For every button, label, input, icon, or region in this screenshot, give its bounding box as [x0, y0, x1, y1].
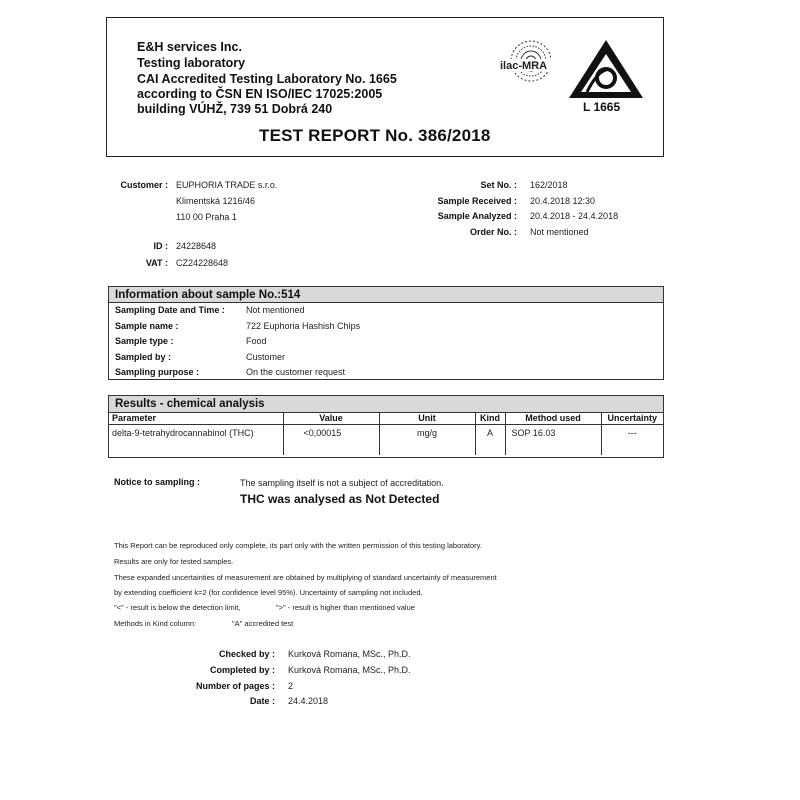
- results-section: [108, 395, 664, 458]
- lab-type: Testing laboratory: [137, 56, 246, 70]
- sample-info-row: [109, 334, 663, 350]
- col-header-method: Method used: [505, 413, 601, 425]
- cell-uncertainty: ---: [601, 425, 663, 455]
- cell-method: SOP 16.03: [505, 425, 601, 455]
- sample-info-label: Sampling purpose :: [115, 367, 200, 377]
- results-table: [109, 412, 663, 455]
- footnote-results: Results are only for tested samples.: [114, 557, 234, 566]
- order-label: Order No. :: [469, 227, 517, 237]
- footnote-greater-than: ">" - result is higher than mentioned value: [276, 603, 415, 612]
- sample-info-row: [109, 365, 663, 381]
- customer-id: 24228648: [176, 241, 217, 251]
- sample-info-row: [109, 303, 663, 319]
- cell-kind: A: [475, 425, 505, 455]
- col-header-kind: Kind: [475, 413, 505, 425]
- checked-by: Kurková Romana, MSc., Ph.D.: [288, 649, 411, 659]
- sample-info-row: [109, 319, 663, 335]
- cell-value: <0,00015: [283, 425, 379, 455]
- footnote-coefficient: by extending coefficient k=2 (for confidence level 95%). Uncertainty of sampling not included.: [114, 588, 423, 597]
- set-label: Set No. :: [480, 180, 517, 190]
- col-header-value: Value: [283, 413, 379, 425]
- sample-info-value: Not mentioned: [246, 305, 305, 315]
- lab-name: E&H services Inc.: [137, 40, 242, 54]
- lab-address: building VÚHŽ, 739 51 Dobrá 240: [137, 102, 333, 116]
- footnote-uncertainty: These expanded uncertainties of measurement are obtained by multiplying of standard uncertainty of measurement: [114, 573, 497, 582]
- footnote-reproduction: This Report can be reproduced only complete, its part only with the written permission of this testing laboratory.: [114, 541, 482, 550]
- order-number: Not mentioned: [530, 227, 589, 237]
- received-label: Sample Received :: [437, 196, 517, 206]
- analyzed-label: Sample Analyzed :: [437, 211, 517, 221]
- customer-label: Customer :: [120, 180, 168, 190]
- sample-info-value: Food: [246, 336, 267, 346]
- lab-standard: according to ČSN EN ISO/IEC 17025:2005: [137, 87, 383, 101]
- svg-text:ilac-MRA: ilac-MRA: [500, 60, 548, 72]
- footnote-accredited: "A" accredited test: [232, 619, 294, 628]
- sample-analyzed: 20.4.2018 - 24.4.2018: [530, 211, 619, 221]
- sample-info-row: [109, 350, 663, 366]
- footnote-kind-column: Methods in Kind column:: [114, 619, 197, 628]
- customer-city: 110 00 Praha 1: [176, 212, 237, 222]
- lab-accreditation: CAI Accredited Testing Laboratory No. 1665: [137, 72, 397, 86]
- set-number: 162/2018: [530, 180, 568, 190]
- notice-text: The sampling itself is not a subject of accreditation.: [240, 478, 444, 488]
- sample-info-section: [108, 286, 664, 380]
- sample-info-heading: Information about sample No.:514: [109, 287, 663, 303]
- completed-by-label: Completed by :: [209, 665, 275, 675]
- cai-accreditation-logo: [565, 36, 647, 106]
- col-header-unit: Unit: [379, 413, 475, 425]
- sample-info-value: 722 Euphoria Hashish Chips: [246, 320, 361, 331]
- date-label: Date :: [249, 696, 275, 706]
- cai-code: L 1665: [583, 100, 621, 114]
- sample-info-value: Customer: [246, 351, 286, 362]
- completed-by: Kurková Romana, MSc., Ph.D.: [288, 665, 411, 675]
- notice-label: Notice to sampling :: [114, 477, 201, 487]
- sample-info-label: Sampling Date and Time :: [115, 305, 225, 315]
- customer-vat: CZ24228648: [176, 258, 229, 268]
- col-header-uncertainty: Uncertainty: [601, 413, 663, 425]
- sample-info-label: Sample type :: [115, 336, 174, 346]
- vat-label: VAT :: [145, 258, 168, 268]
- report-date: 24.4.2018: [288, 696, 329, 706]
- col-header-parameter: Parameter: [109, 413, 283, 425]
- customer-name: EUPHORIA TRADE s.r.o.: [176, 180, 278, 190]
- report-title: TEST REPORT No. 386/2018: [259, 126, 491, 145]
- footnote-less-than: "<" - result is below the detection limit,: [114, 603, 241, 612]
- notice-conclusion: THC was analysed as Not Detected: [240, 492, 440, 506]
- sample-received: 20.4.2018 12:30: [530, 196, 596, 206]
- sample-info-value: On the customer request: [246, 367, 346, 377]
- table-row: [109, 425, 663, 455]
- cell-unit: mg/g: [379, 425, 475, 455]
- number-of-pages: 2: [288, 681, 294, 691]
- ilac-mra-logo: [497, 37, 561, 97]
- customer-street: Klimentská 1216/46: [176, 196, 256, 206]
- id-label: ID :: [153, 241, 168, 251]
- checked-by-label: Checked by :: [218, 649, 275, 659]
- sample-info-label: Sampled by :: [115, 351, 172, 362]
- pages-label: Number of pages :: [195, 681, 275, 691]
- sample-info-label: Sample name :: [115, 320, 179, 331]
- results-heading: Results - chemical analysis: [109, 396, 663, 412]
- cell-parameter: delta-9-tetrahydrocannabinol (THC): [112, 428, 254, 438]
- results-header-row: [109, 413, 663, 425]
